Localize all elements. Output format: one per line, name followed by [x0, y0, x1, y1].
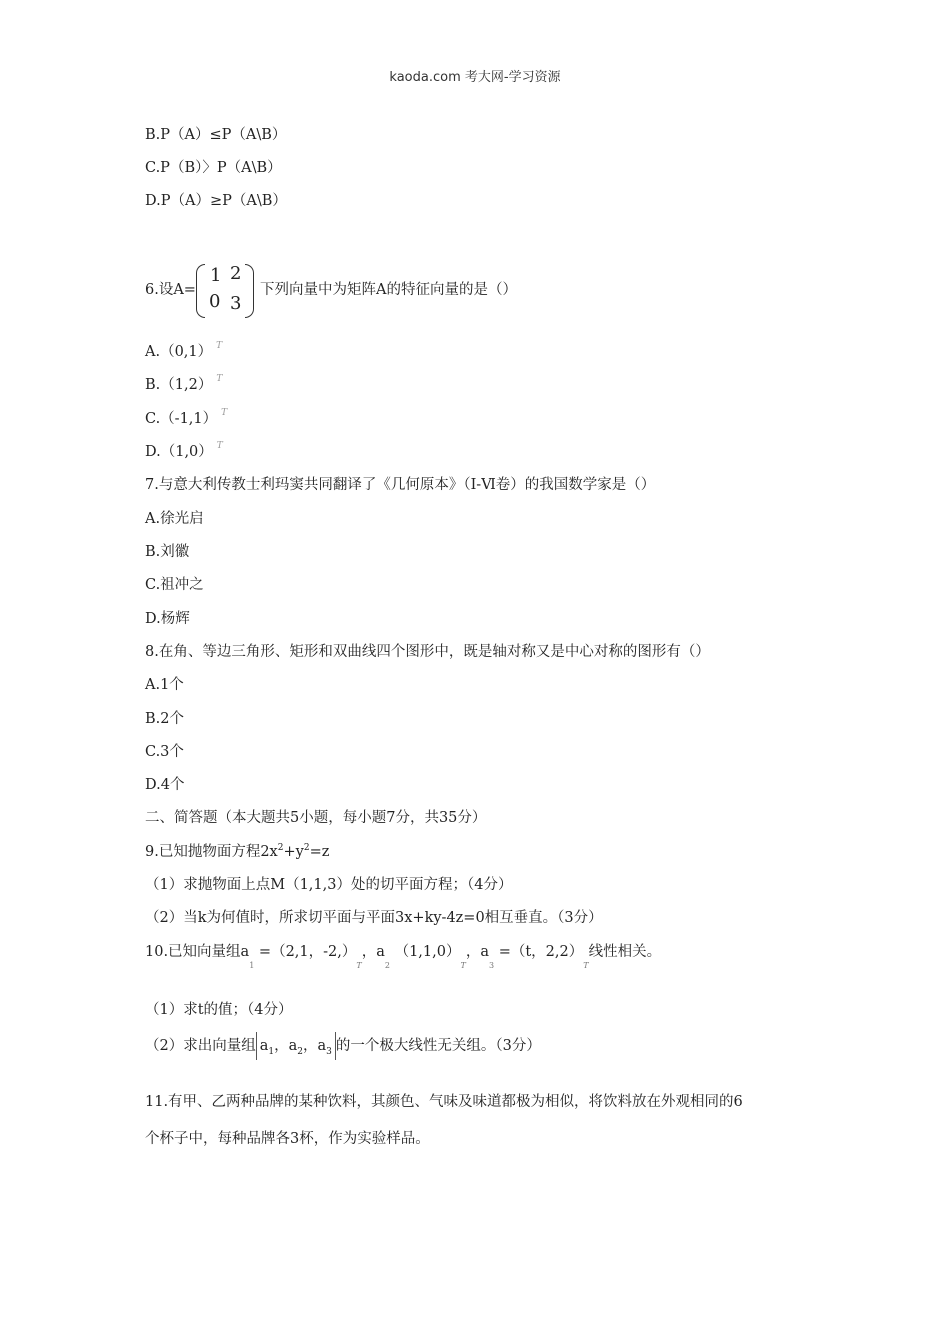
q6-option-d: D.（1,0） $^T$ — [145, 441, 223, 460]
q6-prefix: 6.设A= — [145, 282, 196, 298]
q9-part-1: （1）求抛物面上点M（1,1,3）处的切平面方程；（4分） — [145, 877, 513, 893]
q8-option-d: D.4个 — [145, 777, 185, 793]
page-header: kaoda.com 考大网-学习资源 — [389, 70, 561, 85]
q6-stem — [145, 262, 517, 318]
q9-stem: 9.已知抛物面方程$2x^2+y^2=z$ — [145, 843, 330, 860]
q7-option-c: C.祖冲之 — [145, 577, 204, 593]
q5-option-c: C.P（B）〉P（A\B） — [145, 160, 282, 176]
q6-option-b: B.（1,2） $^T$ — [145, 374, 223, 393]
q7-option-b: B.刘徽 — [145, 544, 190, 560]
q8-option-c: C.3个 — [145, 744, 184, 760]
matrix-cell: 0 — [208, 291, 221, 312]
q11-line-2: 个杯子中，每种品牌各3杯，作为实验样品。 — [145, 1131, 430, 1147]
vector-set: $a_1$，$a_2$，$a_3$ — [256, 1032, 336, 1060]
matrix-cell: 3 — [229, 293, 242, 314]
section-heading: 二、简答题（本大题共5小题，每小题7分，共35分） — [145, 810, 487, 826]
q5-option-b: B.P（A）≤P（A\B） — [145, 127, 287, 143]
q6-option-c: C.（-1,1） $^T$ — [145, 408, 228, 427]
q7-option-a: A.徐光启 — [145, 511, 204, 527]
q7-option-d: D.杨辉 — [145, 611, 190, 627]
q10-part-2: （2）求出向量组 $a_1$，$a_2$，$a_3$ 的一个极大线性无关组。（3分） — [145, 1030, 541, 1062]
matrix-cell: 1 — [209, 265, 222, 286]
q5-option-d: D.P（A）≥P（A\B） — [145, 193, 287, 209]
q10-part-1: （1）求t的值；（4分） — [145, 1002, 293, 1018]
q6-suffix: 下列向量中为矩阵A的特征向量的是（） — [259, 282, 517, 298]
q8-option-a: A.1个 — [145, 677, 184, 693]
matrix-a — [196, 262, 254, 318]
matrix-cell: 2 — [229, 263, 242, 284]
q6-option-a: A.（0,1） $^T$ — [145, 341, 223, 360]
q9-part-2: （2）当k为何值时，所求切平面与平面3x+ky-4z=0相互垂直。（3分） — [145, 910, 603, 926]
q7-stem: 7.与意大利传教士利玛窦共同翻译了《几何原本》（Ⅰ-Ⅵ卷）的我国数学家是（） — [145, 477, 656, 493]
q8-stem: 8.在角、等边三角形、矩形和双曲线四个图形中，既是轴对称又是中心对称的图形有（） — [145, 644, 710, 660]
q11-line-1: 11.有甲、乙两种品牌的某种饮料，其颜色、气味及味道都极为相似，将饮料放在外观相同的6 — [145, 1094, 743, 1110]
q8-option-b: B.2个 — [145, 711, 184, 727]
q10-stem: 10.已知向量组$a_1 =(2,1$，$-2,)_T$，$a_2$ $(1,1,0)_T$，$a_3 =(t$，$2,2)_T$线性相关。 — [145, 944, 662, 970]
